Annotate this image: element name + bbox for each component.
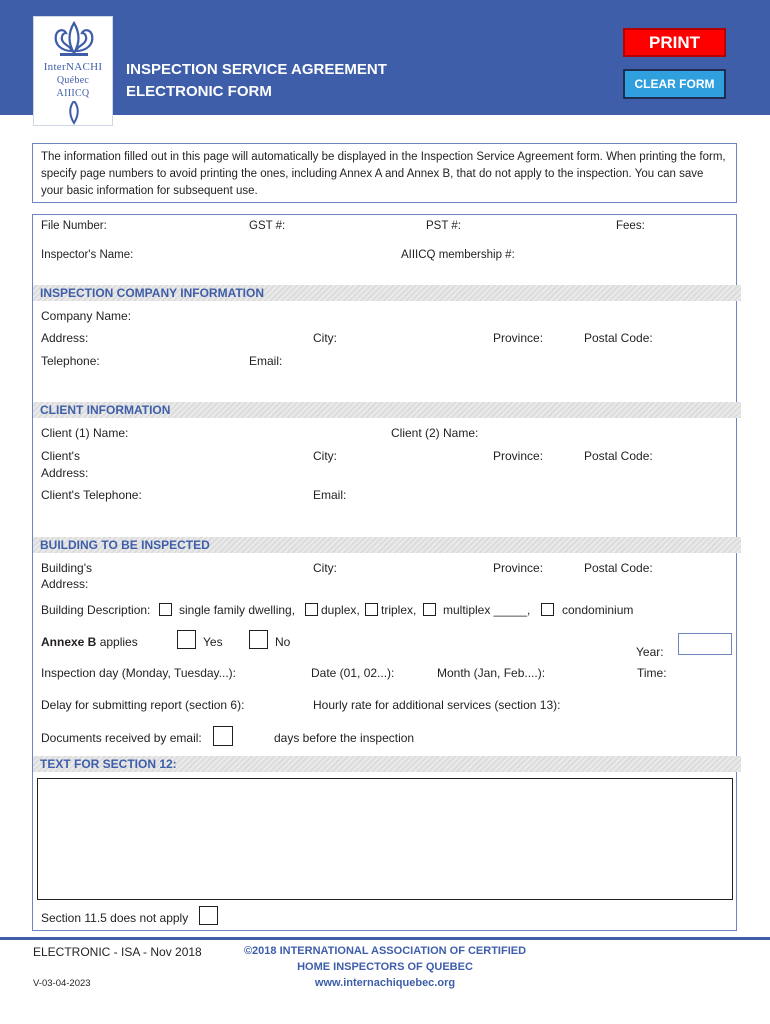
- hourly-rate-field[interactable]: Hourly rate for additional services (section 13):: [313, 698, 561, 712]
- building-address-field[interactable]: Address:: [41, 577, 89, 591]
- section-11-5-label: Section 11.5 does not apply: [41, 911, 189, 925]
- pst-field[interactable]: PST #:: [426, 220, 461, 232]
- year-label: Year:: [636, 645, 664, 659]
- building-postal-code-field[interactable]: Postal Code:: [584, 561, 653, 575]
- building-province-field[interactable]: Province:: [493, 561, 544, 575]
- client-postal-code-field[interactable]: Postal Code:: [584, 449, 653, 463]
- company-postal-code-field[interactable]: Postal Code:: [584, 331, 653, 345]
- logo-text-internachi: InterNACHI: [43, 61, 103, 73]
- company-name-field[interactable]: Company Name:: [41, 309, 132, 323]
- internachi-quebec-logo: [33, 16, 113, 126]
- logo-stem-icon: [59, 101, 89, 127]
- time-field[interactable]: Time:: [637, 666, 667, 680]
- print-button[interactable]: PRINT: [623, 28, 726, 57]
- client-address-label: Client's: [41, 449, 80, 463]
- inspector-name-field[interactable]: Inspector's Name:: [41, 249, 134, 261]
- client-city-field[interactable]: City:: [313, 449, 337, 463]
- annexe-no-checkbox[interactable]: [249, 630, 268, 649]
- building-address-label: Building's: [41, 561, 92, 575]
- logo-text-aiiicq: AIIICQ: [56, 88, 90, 99]
- section-title-text12: TEXT FOR SECTION 12:: [40, 757, 177, 771]
- logo-text-quebec: Québec: [56, 75, 90, 86]
- section-header-text12: [33, 756, 741, 772]
- annexe-yes-label: Yes: [203, 635, 223, 649]
- company-address-field[interactable]: Address:: [41, 331, 89, 345]
- company-email-field[interactable]: Email:: [249, 354, 283, 368]
- condominium-label: condominium: [562, 603, 634, 617]
- form-title: INSPECTION SERVICE AGREEMENT: [126, 61, 387, 78]
- annexe-no-label: No: [275, 635, 291, 649]
- fees-field[interactable]: Fees:: [616, 220, 645, 232]
- footer-divider: [0, 937, 770, 940]
- gst-field[interactable]: GST #:: [249, 220, 286, 232]
- report-delay-field[interactable]: Delay for submitting report (section 6):: [41, 698, 245, 712]
- client-telephone-field[interactable]: Client's Telephone:: [41, 488, 142, 502]
- year-input[interactable]: [678, 633, 732, 655]
- single-family-label: single family dwelling,: [179, 603, 296, 617]
- annexe-yes-checkbox[interactable]: [177, 630, 196, 649]
- client1-name-field[interactable]: Client (1) Name:: [41, 426, 129, 440]
- company-province-field[interactable]: Province:: [493, 331, 544, 345]
- section-header-company: [33, 285, 741, 301]
- section-title-building: BUILDING TO BE INSPECTED: [40, 538, 210, 552]
- company-city-field[interactable]: City:: [313, 331, 337, 345]
- inspection-day-field[interactable]: Inspection day (Monday, Tuesday...):: [41, 666, 236, 680]
- form-subtitle: ELECTRONIC FORM: [126, 83, 272, 100]
- intro-instructions: The information filled out in this page will automatically be displayed in the Inspection Service Agreement form. When printing the form, specify page numbers to avoid printing the ones, including Annex A and Annex B, that do not apply to the inspection. You can save your basic information for subsequent use.: [32, 143, 737, 203]
- footer-website-link[interactable]: www.internachiquebec.org: [314, 977, 456, 989]
- multiplex-label: multiplex _____,: [443, 603, 531, 617]
- condominium-checkbox[interactable]: [541, 603, 554, 616]
- triplex-checkbox[interactable]: [365, 603, 378, 616]
- documents-email-label: Documents received by email:: [41, 731, 202, 745]
- month-field[interactable]: Month (Jan, Feb....):: [437, 666, 546, 680]
- footer-version-code: V-03-04-2023: [33, 978, 91, 989]
- annexe-b-bold: Annexe B: [41, 635, 97, 649]
- client-email-field[interactable]: Email:: [313, 488, 347, 502]
- single-family-checkbox[interactable]: [159, 603, 172, 616]
- building-description-label: Building Description:: [41, 603, 151, 617]
- triplex-label: triplex,: [381, 603, 417, 617]
- company-telephone-field[interactable]: Telephone:: [41, 354, 100, 368]
- membership-field[interactable]: AIIICQ membership #:: [401, 249, 515, 261]
- multiplex-checkbox[interactable]: [423, 603, 436, 616]
- section-title-company: INSPECTION COMPANY INFORMATION: [40, 286, 265, 300]
- client2-name-field[interactable]: Client (2) Name:: [391, 426, 479, 440]
- building-city-field[interactable]: City:: [313, 561, 337, 575]
- annexe-b-label: [41, 635, 138, 649]
- section-11-5-checkbox[interactable]: [199, 906, 218, 925]
- client-province-field[interactable]: Province:: [493, 449, 544, 463]
- clear-form-button[interactable]: CLEAR FORM: [623, 69, 726, 99]
- duplex-checkbox[interactable]: [305, 603, 318, 616]
- file-number-field[interactable]: File Number:: [41, 220, 107, 232]
- section-header-client: [33, 402, 741, 418]
- documents-days-input[interactable]: [213, 726, 233, 746]
- days-before-label: days before the inspection: [274, 731, 415, 745]
- duplex-label: duplex,: [321, 603, 360, 617]
- footer-copyright-line1: ©2018 INTERNATIONAL ASSOCIATION OF CERTIFIED: [243, 945, 527, 957]
- client-address-field[interactable]: Address:: [41, 466, 89, 480]
- annexe-b-applies: applies: [96, 635, 138, 649]
- footer-form-version: ELECTRONIC - ISA - Nov 2018: [33, 945, 202, 959]
- section12-textarea[interactable]: [37, 778, 733, 900]
- section-header-building: [33, 537, 741, 553]
- footer-copyright-line2: HOME INSPECTORS OF QUEBEC: [297, 961, 473, 973]
- date-field[interactable]: Date (01, 02...):: [311, 666, 395, 680]
- section-title-client: CLIENT INFORMATION: [40, 403, 171, 417]
